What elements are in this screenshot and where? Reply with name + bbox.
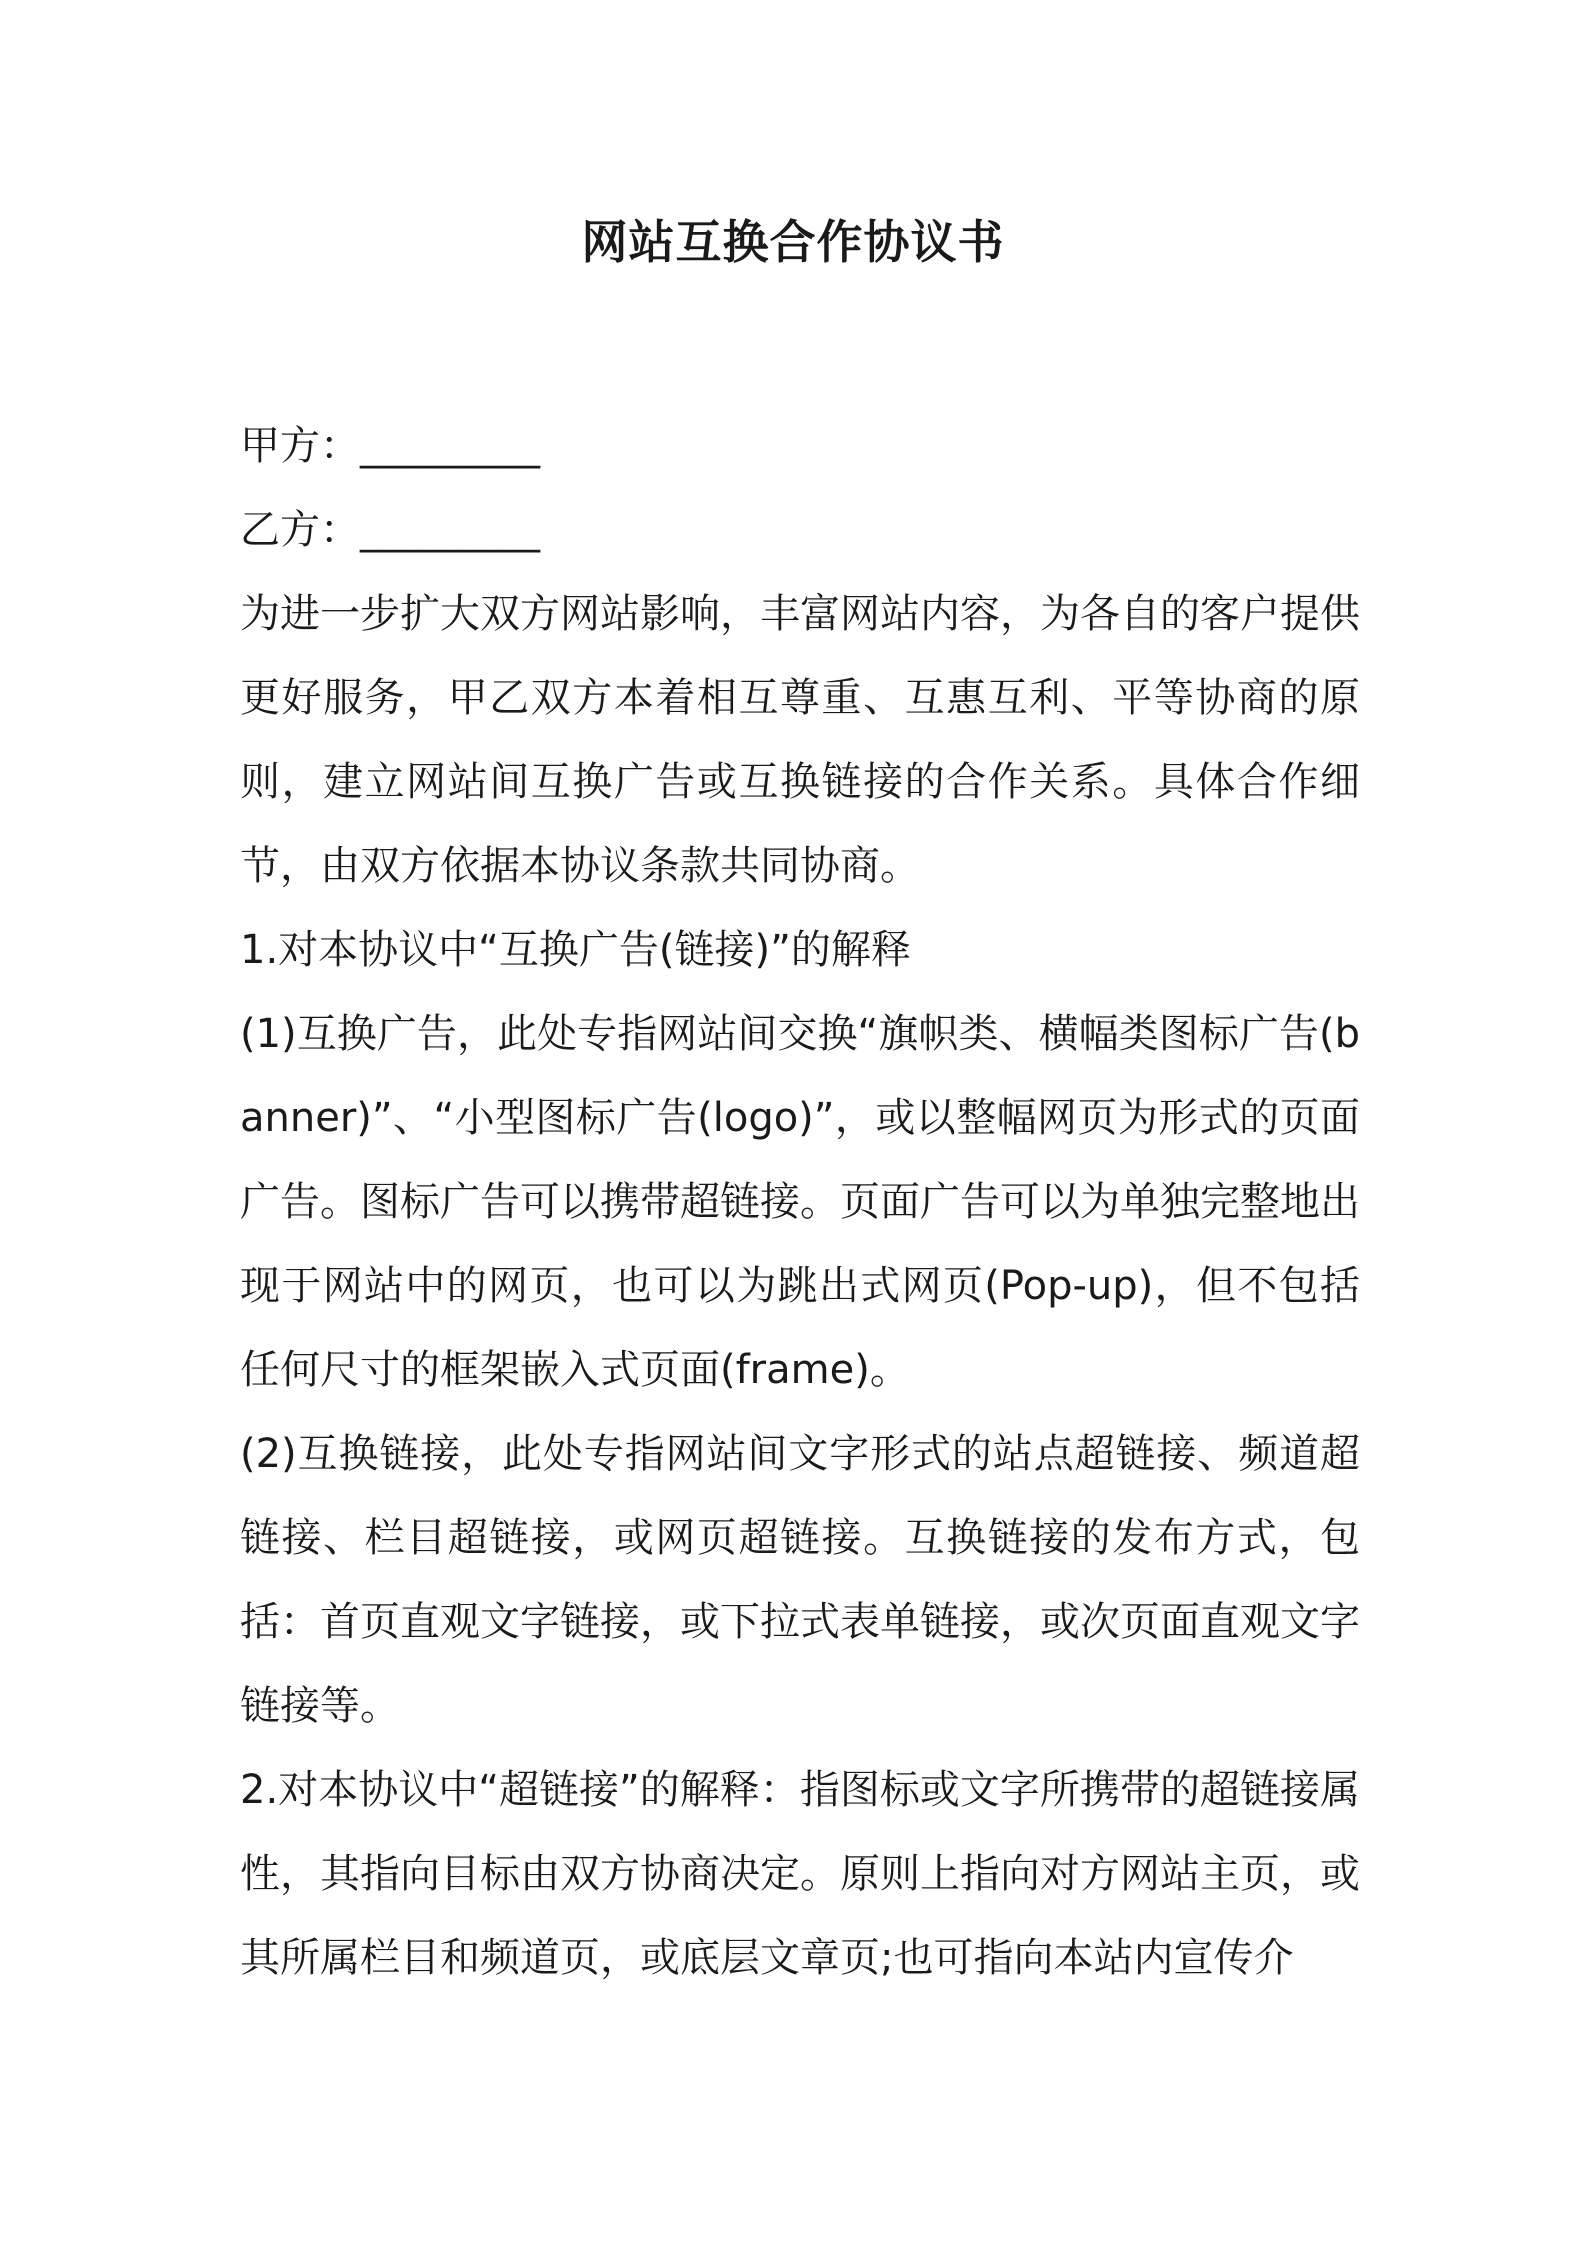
- section-1-item-2: (2)互换链接，此处专指网站间文字形式的站点超链接、频道超链接、栏目超链接，或网页超链接。互换链接的发布方式，包括：首页直观文字链接，或下拉式表单链接，或次页面直观文字链接等。: [240, 1431, 1360, 1729]
- section-1-item-1: (1)互换广告，此处专指网站间交换“旗帜类、横幅类图标广告(banner)”、“小型图标广告(logo)”，或以整幅网页为形式的页面广告。图标广告可以携带超链接。页面广告可以为单独完整地出现于网站中的网页，也可以为跳出式网页(Pop-up)，但不包括任何尺寸的框架嵌入式页面(frame)。: [240, 1011, 1360, 1393]
- document-body: [240, 404, 1360, 2000]
- section-2-paragraph: 2.对本协议中“超链接”的解释：指图标或文字所携带的超链接属性，其指向目标由双方协商决定。原则上指向对方网站主页，或其所属栏目和频道页，或底层文章页;也可指向本站内宣传介: [240, 1767, 1360, 1981]
- document-title: 网站互换合作协议书: [581, 215, 1005, 269]
- party-a-line: 甲方：_________: [240, 423, 540, 469]
- party-b-line: 乙方：_________: [240, 507, 540, 553]
- section-1-heading: 1.对本协议中“互换广告(链接)”的解释: [240, 927, 911, 973]
- intro-paragraph: 为进一步扩大双方网站影响，丰富网站内容，为各自的客户提供更好服务，甲乙双方本着相互尊重、互惠互利、平等协商的原则，建立网站间互换广告或互换链接的合作关系。具体合作细节，由双方依据本协议条款共同协商。: [240, 591, 1360, 889]
